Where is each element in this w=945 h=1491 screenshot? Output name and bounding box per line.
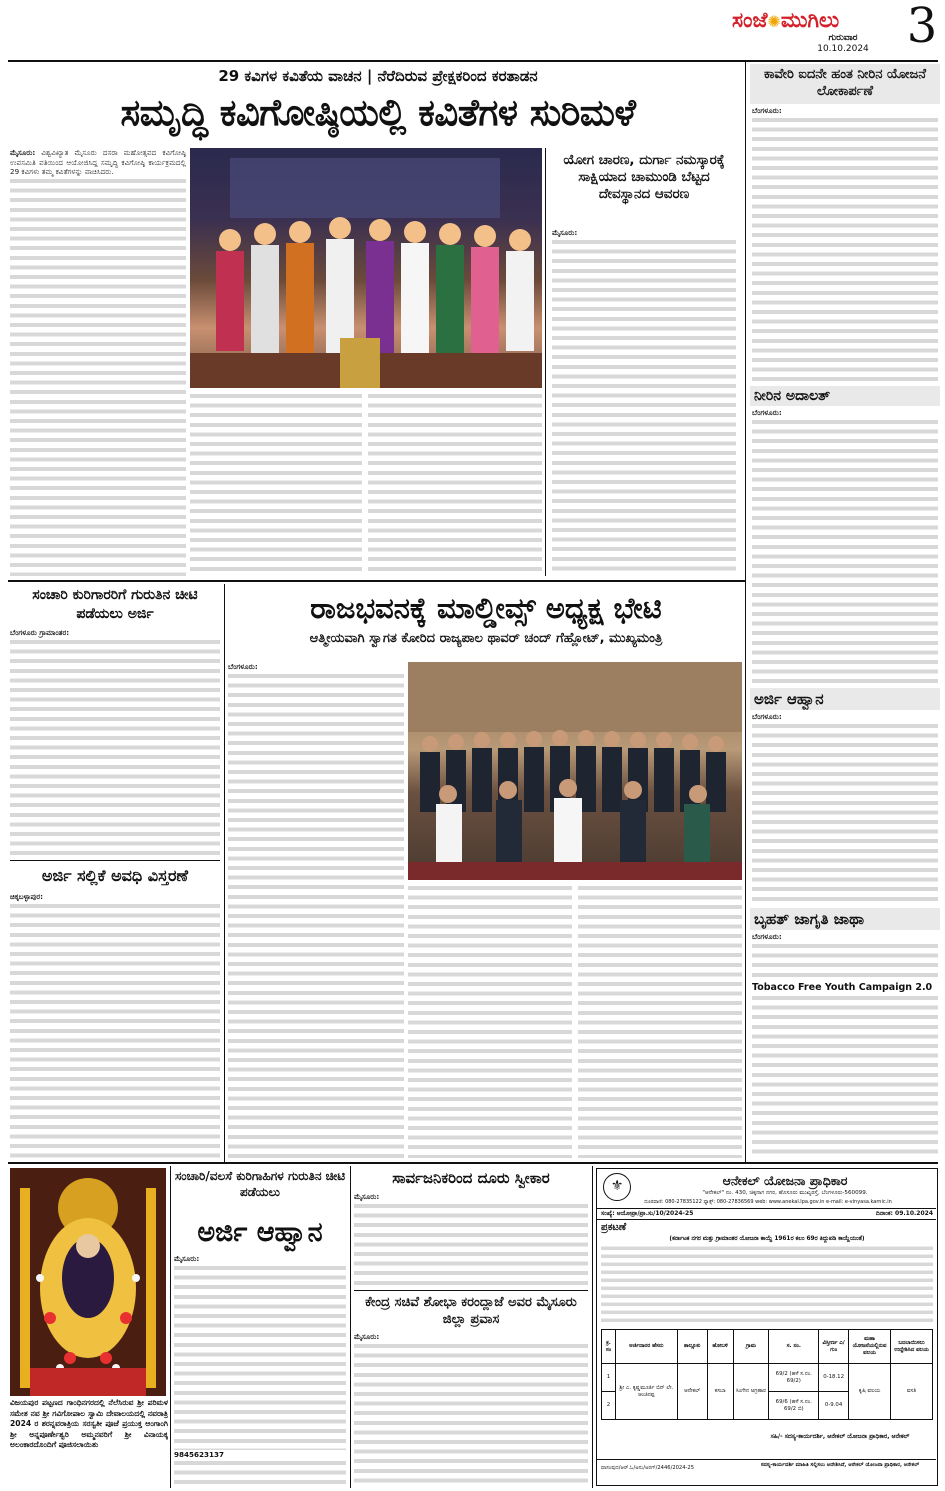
kaveri-body <box>752 106 938 382</box>
anekal-footer-ref: ವಾಸಂಪುದ/ಆರ್.ಓ/ಅನು/ಅರಗ್/2446/2024-25 <box>601 1465 694 1471</box>
sun-icon: ✺ <box>767 12 781 31</box>
brand-left: ಸಂಜೆ <box>732 8 768 32</box>
maldives-body-col2 <box>408 884 572 1158</box>
cell-taluk: ಆನೇಕಲ್ <box>677 1364 707 1420</box>
yoga-filler <box>552 238 736 574</box>
cell-no: 2 <box>602 1392 616 1420</box>
maldives-body-col1 <box>228 662 404 1158</box>
maldives-headline: ರಾಜಭವನಕ್ಕೆ ಮಾಲ್ಡೀವ್ಸ್ ಅಧ್ಯಕ್ಷ ಭೇಟಿ <box>310 591 662 625</box>
sanchari2-body <box>174 1254 346 1486</box>
temple-photo <box>10 1168 166 1396</box>
kaveri-headline-box <box>750 64 940 104</box>
jagruti-filler-a <box>752 942 938 982</box>
dooru-dateline: ಮೈಸೂರು: <box>354 1192 380 1201</box>
yoga-body <box>552 228 736 574</box>
lead-filler-2 <box>190 392 362 576</box>
avadhi-headline: ಅರ್ಜಿ ಸಲ್ಲಿಕೆ ಅವಧಿ ವಿಸ್ತರಣೆ <box>41 866 189 885</box>
adalat-headline-box <box>750 386 940 406</box>
anekal-filler <box>601 1245 933 1325</box>
jagruti-body <box>752 932 938 1158</box>
lead-body-col1 <box>10 148 186 576</box>
anekal-notice-body <box>601 1245 933 1325</box>
anekal-notice <box>596 1168 938 1486</box>
arji-right-filler <box>752 722 938 904</box>
th-area: ವಿಸ್ತೀರ್ಣ ಎ/ಗುಂ <box>819 1330 849 1364</box>
anekal-table-header <box>602 1330 933 1364</box>
jagruti-dateline: ಬೆಂಗಳೂರು: <box>752 932 782 941</box>
sanchari2-dateline: ಮೈಸೂರು: <box>174 1254 200 1263</box>
arji-right-body <box>752 712 938 904</box>
avadhi-dateline: ಚಿಕ್ಕಬಳ್ಳಾಪುರ: <box>10 892 44 901</box>
sanchari2-filler-b <box>174 1459 346 1486</box>
lead-filler-1 <box>10 177 186 576</box>
avadhi-body <box>10 892 220 1158</box>
table-row <box>602 1364 933 1392</box>
sanchari-dateline: ಬೆಂಗಳೂರು ಗ್ರಾಮಾಂತರ: <box>10 628 70 637</box>
yoga-box <box>548 148 740 576</box>
cell-area: 0-9.04 <box>819 1392 849 1420</box>
adalat-body <box>752 408 938 684</box>
th-hobli: ಹೋಬಳಿ <box>707 1330 733 1364</box>
maldives-dateline: ಬೆಂಗಳೂರು: <box>228 662 258 671</box>
yoga-headline: ಯೋಗ ಚಾರಣ, ದುರ್ಗಾ ನಮಸ್ಕಾರಕ್ಕೆ ಸಾಕ್ಷಿಯಾದ ಚಾಮುಂಡಿ ಬೆಟ್ಟದ ದೇವಸ್ಥಾನದ ಆವರಣ <box>563 152 725 202</box>
temple-caption: ವಿಜಯಪುರ ಪಟ್ಟಣದ ಗಾಂಧಿನಗರದಲ್ಲಿ ನೆಲೆಸಿರುವ ಶ್ರೀ ಪರಿಮಳ ಸಮೇತ ನವ ಶ್ರೀ ಗವಿಗೋಪಾಲ ಸ್ವಾಮಿ ದೇವಾಲಯದಲ್ಲಿ ನವರಾತ್ರಿ 2024 ರ ಶರನ್ನವರಾತ್ರಿಯ ಸರಸ್ವತೀ ಪೂಜೆ ಪ್ರಯುಕ್ತ ಆಂಗಾಂಗಿ ಶ್ರೀ ಅನ್ನಪೂರ್ಣೇಶ್ವರಿ ಅಮ್ಮನವರಿಗೆ ಶ್ರೀ ವಿನಾಯಕ್ಕ ಅಲಂಕಾರದೊಂದಿಗೆ ಪೂಜಿಸಲಾಯಿತು <box>10 1398 168 1450</box>
masthead-brand <box>732 8 902 32</box>
th-zone-to: ಬದಲಾಯಿಸಲು ಉದ್ದೇಶಿಸಿದ ವಲಯ <box>891 1330 933 1364</box>
cell-area: 0-18.12 <box>819 1364 849 1392</box>
adalat-headline: ನೀರಿನ ಅದಾಲತ್ <box>754 388 831 404</box>
avadhi-filler <box>10 902 220 1158</box>
cell-survey: 69/6 (ಹಳೆ ಸ.ನಂ. 69/2 ಬಿ) <box>769 1392 819 1420</box>
lead-filler-3 <box>368 392 542 576</box>
jagruti-filler-b <box>752 994 938 1158</box>
maldives-filler-1 <box>228 672 404 1158</box>
maldives-filler-2 <box>408 884 572 1158</box>
dooru-body <box>354 1192 588 1288</box>
lead-body-col2 <box>190 392 362 576</box>
cell-hobli: ಕಸಬಾ <box>707 1364 733 1420</box>
deity-photo <box>10 1168 166 1396</box>
anekal-table <box>601 1329 933 1420</box>
anekal-signature: ಸಹಿ/- ಸದಸ್ಯ-ಕಾರ್ಯದರ್ಶಿ, ಆನೇಕಲ್ ಯೋಜನಾ ಪ್ರಾಧಿಕಾರ, ಆನೇಕಲ್ <box>770 1433 910 1440</box>
anekal-notice-title: ಪ್ರಕಟಣೆ <box>601 1222 627 1233</box>
cell-zone-to: ವಸತಿ <box>891 1364 933 1420</box>
th-survey: ಸ. ನಂ. <box>769 1330 819 1364</box>
cell-village: ಸಿಂಗೇನ ಅಗ್ರಹಾರ <box>733 1364 769 1420</box>
cell-zone-from: ಕೃಷಿ ವಲಯ <box>849 1364 891 1420</box>
dooru-headline: ಸಾರ್ವಜನಿಕರಿಂದ ದೂರು ಸ್ವೀಕಾರ <box>392 1169 550 1187</box>
page-number: 3 <box>906 0 938 54</box>
anekal-subtitle: (ಕರ್ನಾಟಕ ನಗರ ಮತ್ತು ಗ್ರಾಮಾಂತರ ಯೋಜನಾ ಕಾಯ್ದೆ 1961ರ ಕಲಂ 69ರ ತಿದ್ದುಪಡಿ ಕಾಯ್ದೆಯಂತೆ) <box>669 1236 865 1242</box>
sanchari2-kicker: ಸಂಚಾರಿ/ವಲಸೆ ಕುರಿಗಾಹಿಗಳ ಗುರುತಿನ ಚೀಟಿ ಪಡೆಯಲು <box>174 1169 346 1199</box>
sanchari2-filler-a <box>174 1264 346 1450</box>
masthead-weekday: ಗುರುವಾರ <box>828 33 858 43</box>
yoga-dateline: ಮೈಸೂರು: <box>552 228 578 237</box>
maldives-photo <box>408 662 742 880</box>
anekal-contact: ದೂರವಾಣಿ: 080-27835122 ಫ್ಯಾಕ್ಸ್: 080-27836569 web: www.anekal.lpa.gov.in e-mail: e-vinyasa.karnic.in <box>644 1199 892 1205</box>
masthead-date: 10.10.2024 <box>817 44 869 54</box>
cell-name: ಶ್ರೀ ಎ. ಕೃಷ್ಣಮೂರ್ತಿ ಬಿನ್ ಲೇ. ಆಂಜಿನಪ್ಪ <box>615 1364 677 1420</box>
brand-right: ಮುಗಿಲು <box>780 8 840 32</box>
jagruti-headline: ಬೃಹತ್ ಜಾಗೃತಿ ಜಾಥಾ <box>754 910 865 928</box>
kaveri-headline: ಕಾವೇರಿ ಐದನೇ ಹಂತ ನೀರಿನ ಯೋಜನೆ ಲೋಕಾರ್ಪಣೆ <box>763 67 926 99</box>
maldives-subhead: ಆತ್ಮೀಯವಾಗಿ ಸ್ವಾಗತ ಕೋರಿದ ರಾಜ್ಯಪಾಲ ಥಾವರ್ ಚಂದ್ ಗೆಹ್ಲೋಟ್, ಮುಖ್ಯಮಂತ್ರಿ <box>309 631 663 646</box>
anekal-emblem: ⚜ <box>603 1173 631 1201</box>
arji-right-headline-box <box>750 688 940 710</box>
adalat-filler <box>752 418 938 684</box>
sanchari2-phone: 9845623137 <box>174 1449 225 1459</box>
th-taluk: ತಾಲ್ಲೂಕು <box>677 1330 707 1364</box>
masthead <box>730 0 940 56</box>
sanchari-filler <box>10 638 220 856</box>
jagruti-campaign: Tobacco Free Youth Campaign 2.0 <box>752 981 933 993</box>
sanchari-headline: ಸಂಚಾರಿ ಕುರಿಗಾರರಿಗೆ ಗುರುತಿನ ಚೀಟಿ ಪಡೆಯಲು ಅರ್ಜಿ <box>32 587 198 622</box>
lead-body-col3 <box>368 392 542 576</box>
cell-survey: 69/2 (ಹಳೆ ಸ.ನಂ. 69/2) <box>769 1364 819 1392</box>
th-village: ಗ್ರಾಮ <box>733 1330 769 1364</box>
th-no: ಕ್ರ. ಸಂ <box>602 1330 616 1364</box>
arji-right-headline: ಅರ್ಜಿ ಆಹ್ವಾನ <box>754 690 824 708</box>
cell-no: 1 <box>602 1364 616 1392</box>
lead-dateline: ಮೈಸೂರು: <box>10 148 36 157</box>
adalat-dateline: ಬೆಂಗಳೂರು: <box>752 408 782 417</box>
anekal-ref-date: ದಿನಾಂಕ: 09.10.2024 <box>875 1210 933 1217</box>
karandlaje-filler <box>354 1342 588 1486</box>
karandlaje-dateline: ಮೈಸೂರು: <box>354 1332 380 1341</box>
maldives-filler-3 <box>578 884 742 1158</box>
poets-group-photo <box>190 148 542 388</box>
anekal-footer-sign: ಸದಸ್ಯ-ಕಾರ್ಯದರ್ಶಿ ಮಾಹಿತಿ ಸಲ್ಲಿಸಲು ಆದೇಶಿಸಿದೆ, ಆನೇಕಲ್ ಯೋಜನಾ ಪ್ರಾಧಿಕಾರ, ಆನೇಕಲ್ <box>760 1462 920 1468</box>
maldives-body-col3 <box>578 884 742 1158</box>
jagruti-headline-box <box>750 908 940 930</box>
lead-photo <box>190 148 542 388</box>
kaveri-filler <box>752 116 938 382</box>
anekal-ref-no: ಸಂಖ್ಯೆ: ಆಯೋಪ್ರಾ/ಪ್ರಾ.ಸು/10/2024-25 <box>601 1210 694 1217</box>
maldives-group-photo <box>408 662 742 880</box>
kaveri-dateline: ಬೆಂಗಳೂರು: <box>752 106 782 115</box>
th-zone-from: ಮಹಾ ಯೋಜನೆಯಲ್ಲಿರುವ ವಲಯ <box>849 1330 891 1364</box>
lead-body: ವಿಶ್ವವಿಖ್ಯಾತ ಮೈಸೂರು ದಸರಾ ಮಹೋತ್ಸವದ ಕವಿಗೋಷ್ಠಿ ಉಪಸಮಿತಿ ವತಿಯಿಂದ ಆಯೋಜಿಸಿದ್ದ ಸಮೃದ್ಧಿ ಕವಿಗೋಷ್ಠಿ ಕಾರ್ಯಕ್ರಮದಲ್ಲಿ 29 ಕವಿಗಳು ತಮ್ಮ ಕವಿತೆಗಳನ್ನು ವಾಚಿಸಿದರು. <box>10 148 186 177</box>
dooru-filler <box>354 1202 588 1288</box>
arji-right-dateline: ಬೆಂಗಳೂರು: <box>752 712 782 721</box>
anekal-address: "ಆನೇಕಲ್" ನಂ. 430, ಚಿಕ್ಕನಾಗ ನಗರ, ಹೊಸೂರು ಮುಖ್ಯರಸ್ತೆ, ಬೆಂಗಳೂರು-560099. <box>702 1190 868 1196</box>
lead-kicker: 29 ಕವಿಗಳ ಕವಿತೆಯ ವಾಚನ | ನೆರೆದಿರುವ ಪ್ರೇಕ್ಷಕರಿಂದ ಕರತಾಡನ <box>218 67 538 85</box>
karandlaje-headline: ಕೇಂದ್ರ ಸಚಿವೆ ಶೋಭಾ ಕರಂದ್ಲಾಜೆ ಅವರ ಮೈಸೂರು ಜಿಲ್ಲಾ ಪ್ರವಾಸ <box>365 1295 577 1327</box>
sanchari-body <box>10 628 220 856</box>
anekal-title: ಆನೇಕಲ್ ಯೋಜನಾ ಪ್ರಾಧಿಕಾರ <box>722 1173 848 1188</box>
th-name: ಅರ್ಜಿದಾರರ ಹೆಸರು <box>615 1330 677 1364</box>
sanchari2-headline: ಅರ್ಜಿ ಆಹ್ವಾನ <box>197 1217 323 1248</box>
karandlaje-body <box>354 1332 588 1486</box>
lead-headline: ಸಮೃದ್ಧಿ ಕವಿಗೋಷ್ಠಿಯಲ್ಲಿ ಕವಿತೆಗಳ ಸುರಿಮಳೆ <box>120 91 636 134</box>
